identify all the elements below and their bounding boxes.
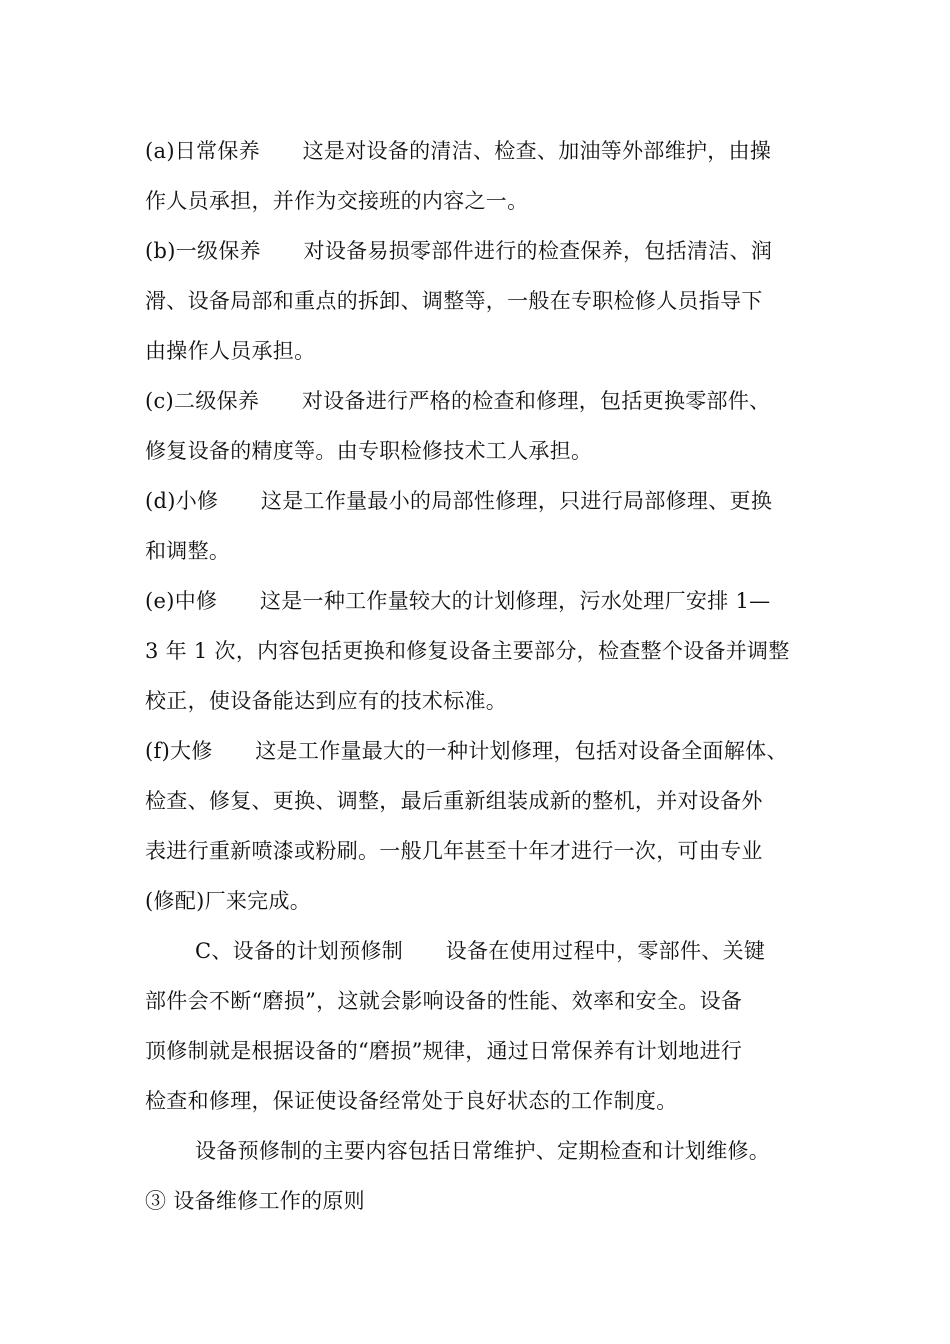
paragraph-b-line-3: 由操作人员承担。 (145, 339, 316, 363)
paragraph-f-line-1: (f)大修 这是工作量最大的一种计划修理，包括对设备全面解体、 (145, 739, 788, 763)
paragraph-b-line-2: 滑、设备局部和重点的拆卸、调整等，一般在专职检修人员指导下 (145, 289, 763, 313)
section-c-line-2: 部件会不断“磨损”，这就会影响设备的性能、效率和安全。设备 (145, 989, 743, 1013)
summary-paragraph: 设备预修制的主要内容包括日常维护、定期检查和计划维修。 (195, 1139, 771, 1163)
paragraph-f-line-2: 检查、修复、更换、调整，最后重新组装成新的整机，并对设备外 (145, 789, 763, 813)
paragraph-b-line-1: (b)一级保养 对设备易损零部件进行的检查保养，包括清洁、润 (145, 239, 773, 263)
paragraph-c-line-1: (c)二级保养 对设备进行严格的检查和修理，包括更换零部件、 (145, 389, 771, 413)
paragraph-e-line-1: (e)中修 这是一种工作量较大的计划修理，污水处理厂安排 1— (145, 589, 771, 613)
paragraph-f-line-4: (修配)厂来完成。 (145, 889, 312, 913)
section-c-line-4: 检查和修理，保证使设备经常处于良好状态的工作制度。 (145, 1089, 678, 1113)
paragraph-d-line-2: 和调整。 (145, 539, 231, 563)
paragraph-e-line-2: 3 年 1 次，内容包括更换和修复设备主要部分，检查整个设备并调整 (145, 639, 790, 663)
section-c-line-1: C、设备的计划预修制 设备在使用过程中，零部件、关键 (195, 939, 766, 963)
paragraph-d-line-1: (d)小修 这是工作量最小的局部性修理，只进行局部修理、更换 (145, 489, 773, 513)
paragraph-c-line-2: 修复设备的精度等。由专职检修技术工人承担。 (145, 439, 593, 463)
paragraph-a-line-1: (a)日常保养 这是对设备的清洁、检查、加油等外部维护，由操 (145, 139, 772, 163)
paragraph-f-line-3: 表进行重新喷漆或粉刷。一般几年甚至十年才进行一次，可由专业 (145, 839, 763, 863)
paragraph-a-line-2: 作人员承担，并作为交接班的内容之一。 (145, 189, 529, 213)
paragraph-e-line-3: 校正，使设备能达到应有的技术标准。 (145, 689, 508, 713)
section-heading-3: ③ 设备维修工作的原则 (145, 1189, 365, 1213)
section-c-line-3: 顶修制就是根据设备的“磨损”规律，通过日常保养有计划地进行 (145, 1039, 743, 1063)
